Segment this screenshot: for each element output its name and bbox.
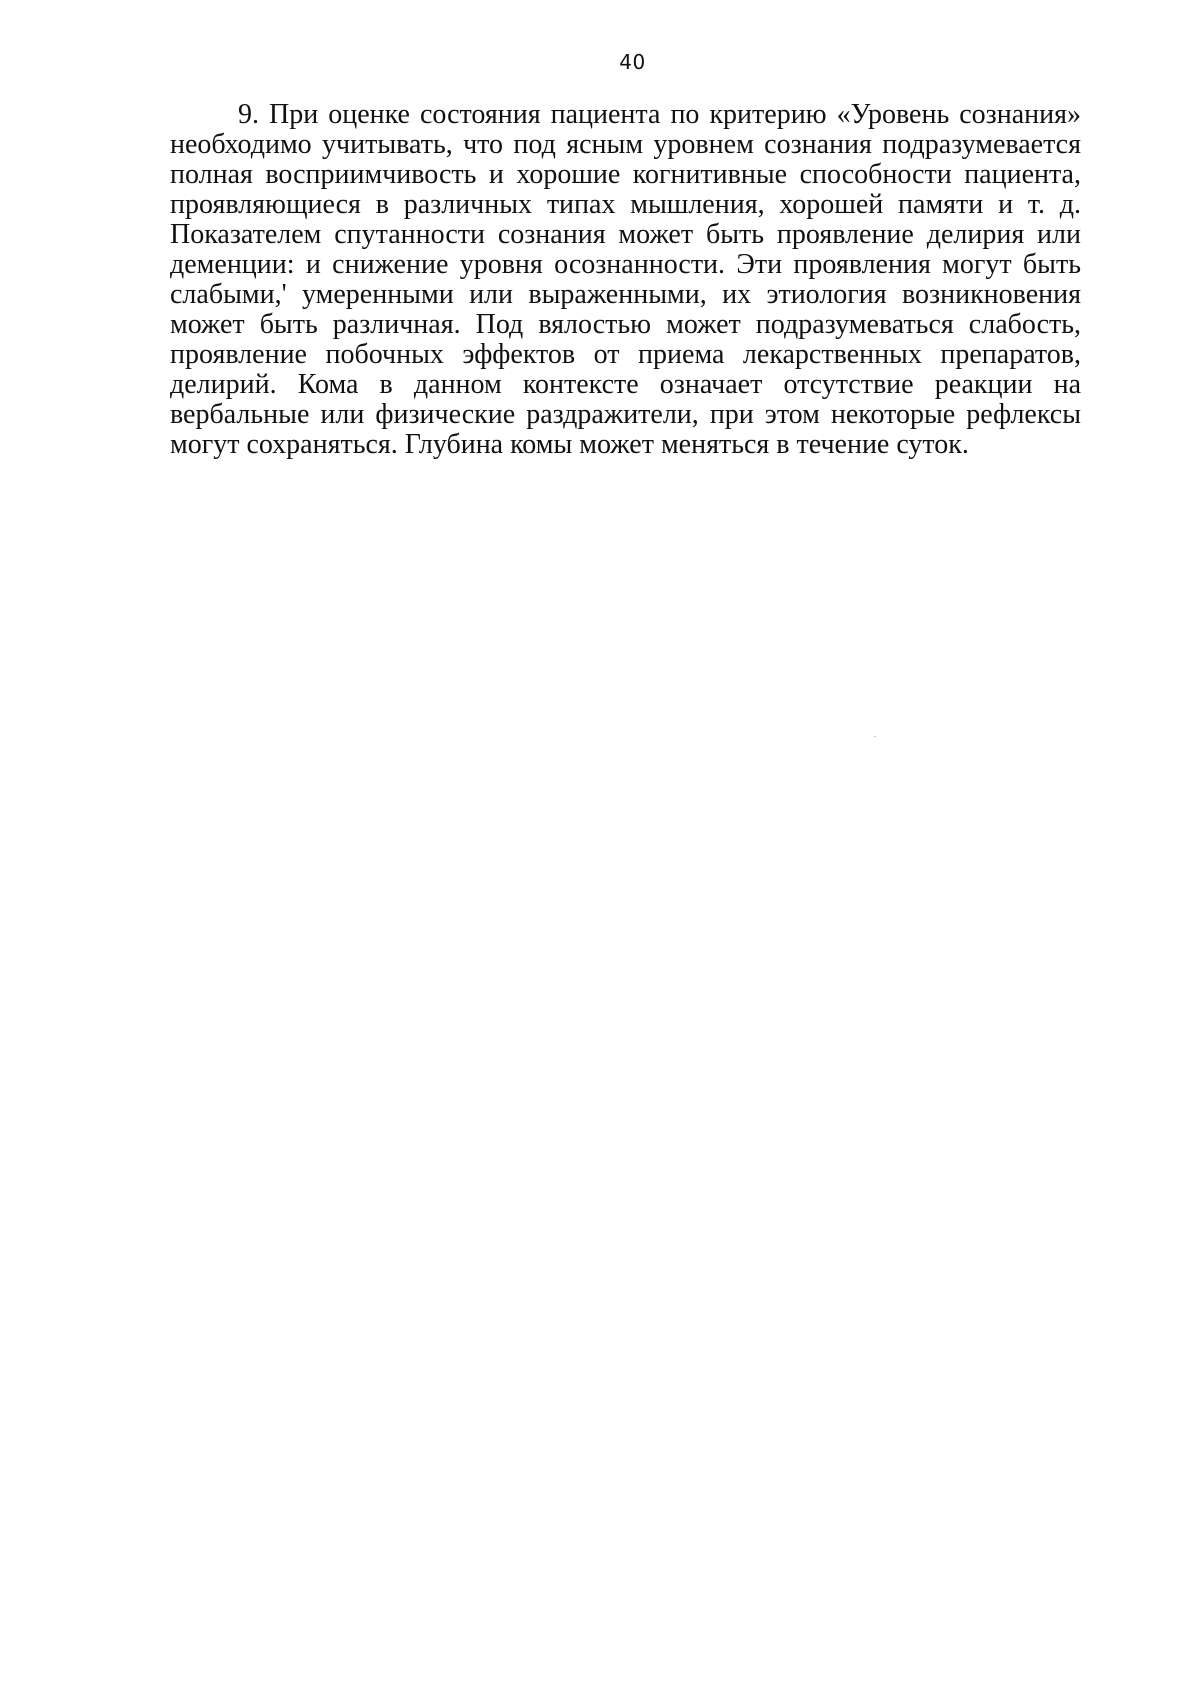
paragraph-line: проявление побочных эффектов от приема лекарственных препаратов, [170, 339, 1081, 370]
page-number: 40 [619, 50, 646, 74]
paragraph-line: может быть различная. Под вялостью может подразумеваться слабость, [170, 309, 1081, 340]
paragraph-line: могут сохраняться. Глубина комы может меняться в течение суток. [170, 429, 969, 460]
paragraph-line: вербальные или физические раздражители, при этом некоторые рефлексы [170, 399, 1081, 430]
paragraph-line: полная восприимчивость и хорошие когнитивные способности пациента, [170, 159, 1081, 190]
paragraph-line: необходимо учитывать, что под ясным уровнем сознания подразумевается [170, 129, 1081, 160]
paragraph-line: проявляющиеся в различных типах мышления, хорошей памяти и т. д. [170, 189, 1081, 220]
paragraph-line: 9. При оценке состояния пациента по критерию «Уровень сознания» [238, 99, 1081, 130]
paragraph-line: деменции: и снижение уровня осознанности. Эти проявления могут быть [170, 249, 1081, 280]
paragraph-line: слабыми,' умеренными или выраженными, их этиология возникновения [170, 279, 1081, 310]
paragraph-line: Показателем спутанности сознания может быть проявление делирия или [170, 219, 1081, 250]
paragraph-line: делирий. Кома в данном контексте означает отсутствие реакции на [170, 369, 1081, 400]
paragraph-consciousness-level [170, 100, 1081, 460]
scan-speck [874, 736, 876, 737]
